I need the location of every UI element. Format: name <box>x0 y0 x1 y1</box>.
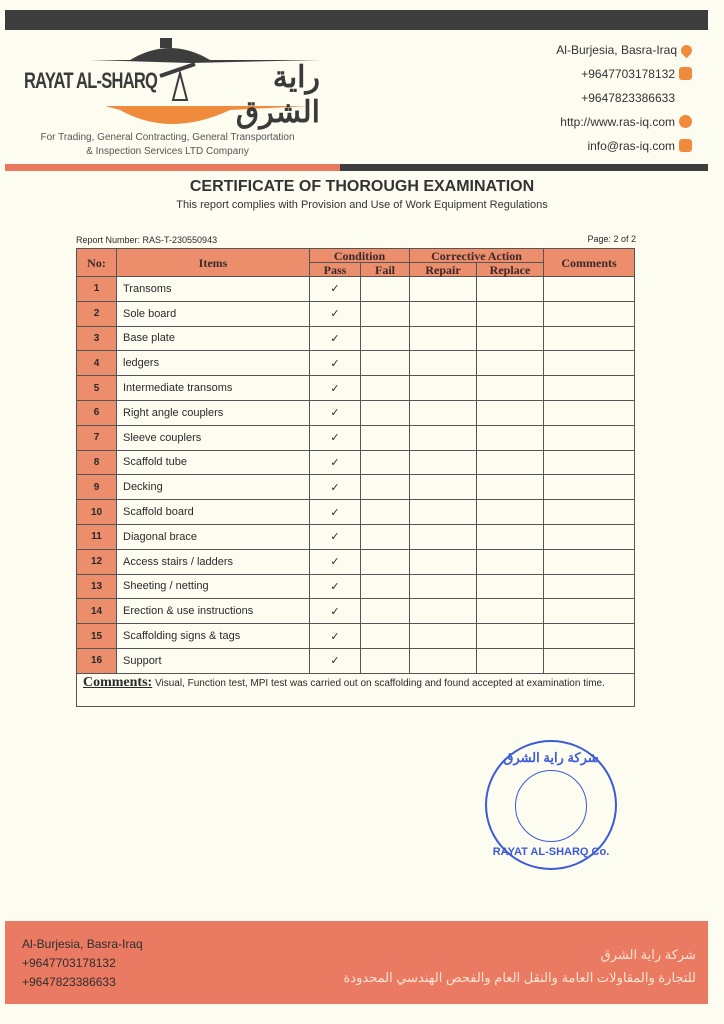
footer-phone-1: +9647703178132 <box>22 956 116 970</box>
table-row <box>77 549 635 574</box>
repair-cell <box>410 549 477 574</box>
comment-cell <box>544 624 635 649</box>
stamp-text-en: RAYAT AL-SHARQ Co. <box>492 846 610 858</box>
envelope-icon <box>679 139 692 152</box>
repair-cell <box>410 574 477 599</box>
row-item: Scaffolding signs & tags <box>117 624 310 649</box>
row-item: Sole board <box>117 301 310 326</box>
website-link[interactable]: http://www.ras-iq.com <box>560 115 675 129</box>
header-pass: Pass <box>310 263 361 277</box>
row-item: Sleeve couplers <box>117 425 310 450</box>
page-number: Page: 2 of 2 <box>587 234 636 244</box>
comment-cell <box>544 599 635 624</box>
table-row <box>77 326 635 351</box>
divider-orange <box>5 164 340 171</box>
table-row <box>77 648 635 673</box>
examination-table <box>76 248 635 707</box>
replace-cell <box>477 277 544 302</box>
repair-cell <box>410 351 477 376</box>
fail-cell <box>361 351 410 376</box>
replace-cell <box>477 351 544 376</box>
table-row <box>77 500 635 525</box>
table-row <box>77 450 635 475</box>
logo-text-ar: راية الشرق <box>235 61 320 129</box>
header-condition: Condition <box>310 249 410 263</box>
fail-cell <box>361 425 410 450</box>
replace-cell <box>477 376 544 401</box>
replace-cell <box>477 648 544 673</box>
replace-cell <box>477 574 544 599</box>
row-item: Decking <box>117 475 310 500</box>
row-item: Right angle couplers <box>117 400 310 425</box>
row-number: 13 <box>77 574 117 599</box>
pass-check: ✓ <box>310 475 361 500</box>
replace-cell <box>477 425 544 450</box>
fail-cell <box>361 549 410 574</box>
row-number: 7 <box>77 425 117 450</box>
table-row <box>77 376 635 401</box>
table-row <box>77 624 635 649</box>
pass-check: ✓ <box>310 326 361 351</box>
replace-cell <box>477 326 544 351</box>
repair-cell <box>410 475 477 500</box>
row-item: Transoms <box>117 277 310 302</box>
header-repair: Repair <box>410 263 477 277</box>
pass-check: ✓ <box>310 524 361 549</box>
comment-cell <box>544 500 635 525</box>
pass-check: ✓ <box>310 376 361 401</box>
row-number: 8 <box>77 450 117 475</box>
replace-cell <box>477 599 544 624</box>
header-items: Items <box>117 249 310 277</box>
table-row <box>77 475 635 500</box>
fail-cell <box>361 450 410 475</box>
comments-text: Visual, Function test, MPI test was carried out on scaffolding and found accepted at examination time. <box>155 677 605 689</box>
row-number: 6 <box>77 400 117 425</box>
repair-cell <box>410 599 477 624</box>
pass-check: ✓ <box>310 301 361 326</box>
email-link[interactable]: info@ras-iq.com <box>587 139 675 153</box>
phone-icon <box>679 67 692 80</box>
stamp-text-ar: شركة راية الشرق <box>503 750 599 765</box>
logo-text-en: RAYAT AL-SHARQ <box>24 68 158 93</box>
row-item: Access stairs / ladders <box>117 549 310 574</box>
comment-cell <box>544 400 635 425</box>
row-number: 5 <box>77 376 117 401</box>
footer-phone-2: +9647823386633 <box>22 975 116 989</box>
row-number: 16 <box>77 648 117 673</box>
repair-cell <box>410 326 477 351</box>
row-number: 14 <box>77 599 117 624</box>
stamp-emblem-icon <box>515 770 587 842</box>
table-row <box>77 574 635 599</box>
comments-cell <box>77 673 635 706</box>
globe-icon <box>679 115 692 128</box>
comment-cell <box>544 648 635 673</box>
header-corrective-action: Corrective Action <box>410 249 544 263</box>
phone-1: +9647703178132 <box>581 67 675 81</box>
replace-cell <box>477 624 544 649</box>
fail-cell <box>361 624 410 649</box>
comment-cell <box>544 574 635 599</box>
pass-check: ✓ <box>310 400 361 425</box>
replace-cell <box>477 524 544 549</box>
pass-check: ✓ <box>310 351 361 376</box>
row-item: Support <box>117 648 310 673</box>
row-number: 4 <box>77 351 117 376</box>
pass-check: ✓ <box>310 624 361 649</box>
row-item: Scaffold board <box>117 500 310 525</box>
row-item: Base plate <box>117 326 310 351</box>
footer-company-ar: شركة راية الشرق <box>600 947 696 962</box>
document-subtitle: This report complies with Provision and Use of Work Equipment Regulations <box>176 199 548 211</box>
tagline <box>20 131 315 159</box>
pass-check: ✓ <box>310 549 361 574</box>
table-row <box>77 425 635 450</box>
comment-cell <box>544 524 635 549</box>
tagline-line-2: & Inspection Services LTD Company <box>86 146 249 157</box>
comment-cell <box>544 376 635 401</box>
comment-cell <box>544 450 635 475</box>
pass-check: ✓ <box>310 648 361 673</box>
table-row <box>77 301 635 326</box>
row-item: Diagonal brace <box>117 524 310 549</box>
row-number: 3 <box>77 326 117 351</box>
fail-cell <box>361 599 410 624</box>
row-number: 11 <box>77 524 117 549</box>
repair-cell <box>410 376 477 401</box>
repair-cell <box>410 500 477 525</box>
row-number: 1 <box>77 277 117 302</box>
fail-cell <box>361 524 410 549</box>
repair-cell <box>410 624 477 649</box>
comments-label: Comments: <box>83 674 153 690</box>
row-item: Scaffold tube <box>117 450 310 475</box>
fail-cell <box>361 301 410 326</box>
comment-cell <box>544 425 635 450</box>
row-number: 15 <box>77 624 117 649</box>
table-row <box>77 277 635 302</box>
replace-cell <box>477 500 544 525</box>
comment-cell <box>544 549 635 574</box>
divider-dark <box>340 164 708 171</box>
table-row <box>77 524 635 549</box>
pass-check: ✓ <box>310 425 361 450</box>
row-number: 12 <box>77 549 117 574</box>
report-number: Report Number: RAS-T-230550943 <box>76 235 218 245</box>
company-logo <box>20 38 320 128</box>
footer-address: Al-Burjesia, Basra-Iraq <box>22 937 143 951</box>
table-row <box>77 351 635 376</box>
table-row <box>77 400 635 425</box>
fail-cell <box>361 400 410 425</box>
replace-cell <box>477 400 544 425</box>
fail-cell <box>361 277 410 302</box>
fail-cell <box>361 326 410 351</box>
replace-cell <box>477 475 544 500</box>
address: Al-Burjesia, Basra-Iraq <box>556 43 677 57</box>
row-item: ledgers <box>117 351 310 376</box>
comment-cell <box>544 475 635 500</box>
fail-cell <box>361 648 410 673</box>
row-number: 10 <box>77 500 117 525</box>
row-number: 9 <box>77 475 117 500</box>
row-item: Erection & use instructions <box>117 599 310 624</box>
footer-description-ar: للتجارة والمقاولات العامة والنقل العام والفحص الهندسي المحدودة <box>343 970 696 985</box>
fail-cell <box>361 574 410 599</box>
fail-cell <box>361 475 410 500</box>
repair-cell <box>410 425 477 450</box>
replace-cell <box>477 450 544 475</box>
table-row <box>77 599 635 624</box>
phone-2: +9647823386633 <box>581 91 675 105</box>
comment-cell <box>544 277 635 302</box>
replace-cell <box>477 549 544 574</box>
footer <box>5 921 708 1004</box>
fail-cell <box>361 376 410 401</box>
header-no: No: <box>77 249 117 277</box>
row-number: 2 <box>77 301 117 326</box>
header-comments: Comments <box>544 249 635 277</box>
header-fail: Fail <box>361 263 410 277</box>
location-pin-icon <box>679 43 695 59</box>
replace-cell <box>477 301 544 326</box>
comment-cell <box>544 326 635 351</box>
repair-cell <box>410 450 477 475</box>
repair-cell <box>410 524 477 549</box>
comments-row <box>77 673 635 706</box>
repair-cell <box>410 301 477 326</box>
tagline-line-1: For Trading, General Contracting, General Transportation <box>40 132 295 143</box>
company-stamp <box>485 740 617 870</box>
pass-check: ✓ <box>310 450 361 475</box>
pass-check: ✓ <box>310 500 361 525</box>
repair-cell <box>410 400 477 425</box>
fail-cell <box>361 500 410 525</box>
comment-cell <box>544 351 635 376</box>
header-replace: Replace <box>477 263 544 277</box>
row-item: Intermediate transoms <box>117 376 310 401</box>
document-title: CERTIFICATE OF THOROUGH EXAMINATION <box>189 178 535 195</box>
pass-check: ✓ <box>310 574 361 599</box>
comment-cell <box>544 301 635 326</box>
pass-check: ✓ <box>310 277 361 302</box>
repair-cell <box>410 277 477 302</box>
row-item: Sheeting / netting <box>117 574 310 599</box>
repair-cell <box>410 648 477 673</box>
contact-info <box>556 38 692 158</box>
top-bar <box>5 10 708 30</box>
pass-check: ✓ <box>310 599 361 624</box>
